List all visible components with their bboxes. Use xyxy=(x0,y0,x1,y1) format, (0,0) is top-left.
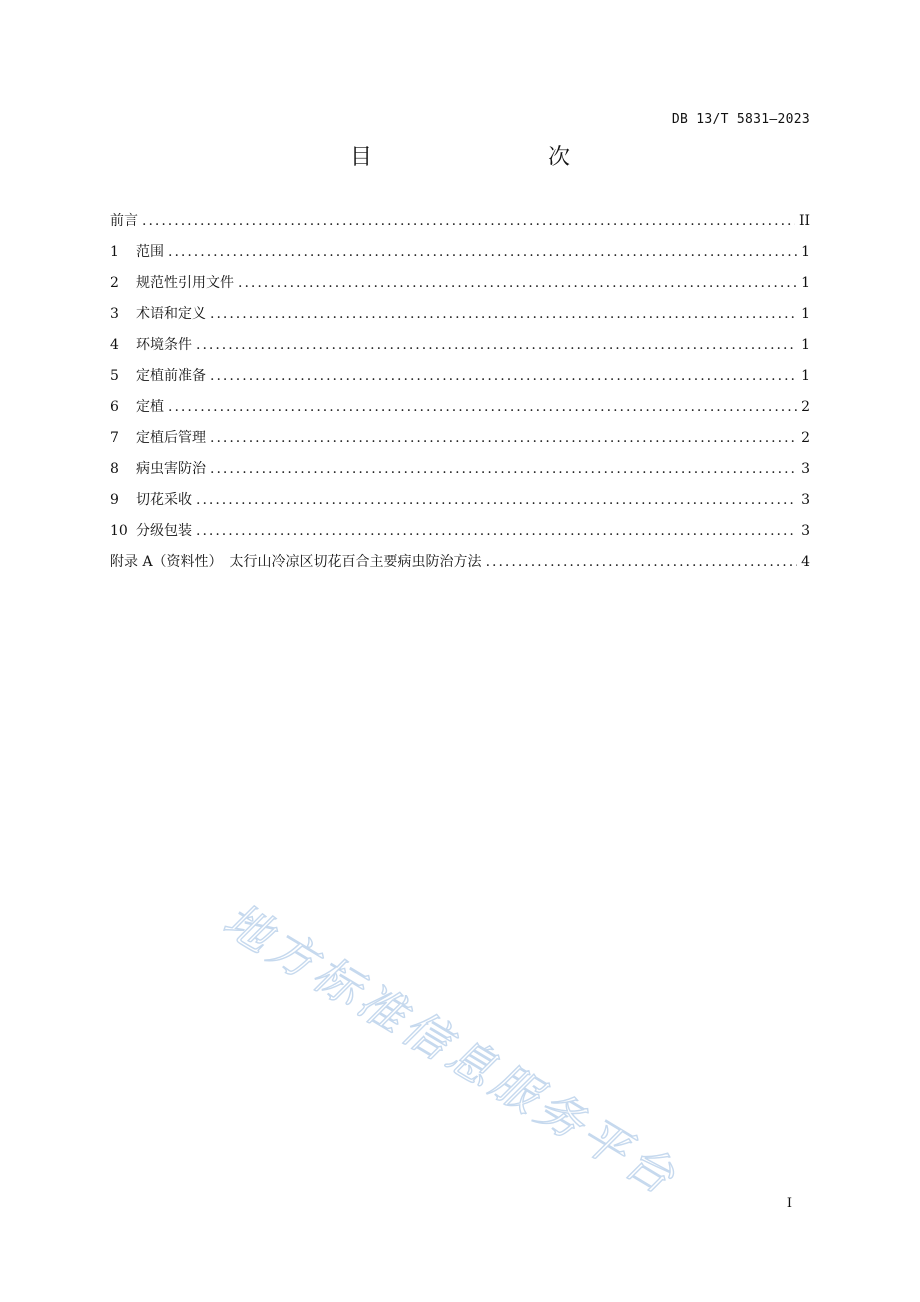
toc-entry-7[interactable] xyxy=(110,423,810,454)
toc-entry-label: 切花采收 xyxy=(136,492,192,508)
toc-entry-label: 分级包装 xyxy=(136,523,192,539)
toc-entry-6[interactable] xyxy=(110,392,810,423)
toc-entry-number: 1 xyxy=(110,244,119,260)
toc-entry-number: 6 xyxy=(110,399,119,415)
table-of-contents xyxy=(110,206,810,578)
toc-entry-page: 3 xyxy=(801,492,810,508)
toc-entry-number: 10 xyxy=(110,523,128,539)
toc-entry-page: 3 xyxy=(801,461,810,477)
toc-entry-label: 病虫害防治 xyxy=(136,461,206,477)
toc-leader-dots xyxy=(168,237,797,268)
toc-entry-label: 环境条件 xyxy=(136,337,192,353)
toc-entry-2[interactable] xyxy=(110,268,810,299)
toc-entry-number: 7 xyxy=(110,430,119,446)
toc-entry-page: 3 xyxy=(801,523,810,539)
toc-leader-dots xyxy=(210,423,797,454)
toc-leader-dots xyxy=(196,485,797,516)
toc-entry-label: 定植前准备 xyxy=(136,368,206,384)
toc-entry-label: 规范性引用文件 xyxy=(136,275,234,291)
standard-code: DB 13/T 5831—2023 xyxy=(671,112,810,127)
toc-entry-10[interactable] xyxy=(110,516,810,547)
toc-entry-appendix-a[interactable] xyxy=(110,547,810,578)
toc-entry-3[interactable] xyxy=(110,299,810,330)
toc-entry-number: 5 xyxy=(110,368,119,384)
toc-entry-number: 3 xyxy=(110,306,119,322)
toc-entry-label: 定植 xyxy=(136,399,164,415)
toc-title: 目 次 xyxy=(349,145,614,170)
toc-entry-page: 1 xyxy=(801,244,810,260)
toc-leader-dots xyxy=(486,547,798,578)
toc-entry-number: 4 xyxy=(110,337,119,353)
toc-entry-page: 1 xyxy=(801,306,810,322)
toc-entry-number: 2 xyxy=(110,275,119,291)
toc-leader-dots xyxy=(196,330,797,361)
toc-entry-page: 2 xyxy=(801,399,810,415)
toc-entry-label: 术语和定义 xyxy=(136,306,206,322)
toc-leader-dots xyxy=(210,361,797,392)
toc-leader-dots xyxy=(142,206,795,237)
toc-entry-8[interactable] xyxy=(110,454,810,485)
toc-entry-4[interactable] xyxy=(110,330,810,361)
toc-entry-1[interactable] xyxy=(110,237,810,268)
toc-entry-page: II xyxy=(798,213,810,229)
toc-leader-dots xyxy=(210,299,797,330)
toc-entry-number: 8 xyxy=(110,461,119,477)
toc-entry-5[interactable] xyxy=(110,361,810,392)
toc-entry-label: 范围 xyxy=(136,244,164,260)
toc-entry-page: 4 xyxy=(801,554,810,570)
toc-entry-page: 1 xyxy=(801,275,810,291)
toc-entry-foreword[interactable] xyxy=(110,206,810,237)
toc-entry-label: 前言 xyxy=(110,213,138,229)
toc-entry-page: 1 xyxy=(801,337,810,353)
toc-entry-label: 定植后管理 xyxy=(136,430,206,446)
page-number: I xyxy=(786,1196,792,1211)
toc-entry-page: 2 xyxy=(801,430,810,446)
toc-entry-9[interactable] xyxy=(110,485,810,516)
toc-leader-dots xyxy=(196,516,797,547)
toc-entry-page: 1 xyxy=(801,368,810,384)
toc-entry-number: 9 xyxy=(110,492,119,508)
toc-leader-dots xyxy=(210,454,797,485)
watermark: 地方标准信息服务平台 xyxy=(214,892,689,1207)
toc-leader-dots xyxy=(168,392,797,423)
toc-leader-dots xyxy=(238,268,797,299)
toc-entry-label: 附录 A（资料性） 太行山冷凉区切花百合主要病虫防治方法 xyxy=(110,554,482,570)
